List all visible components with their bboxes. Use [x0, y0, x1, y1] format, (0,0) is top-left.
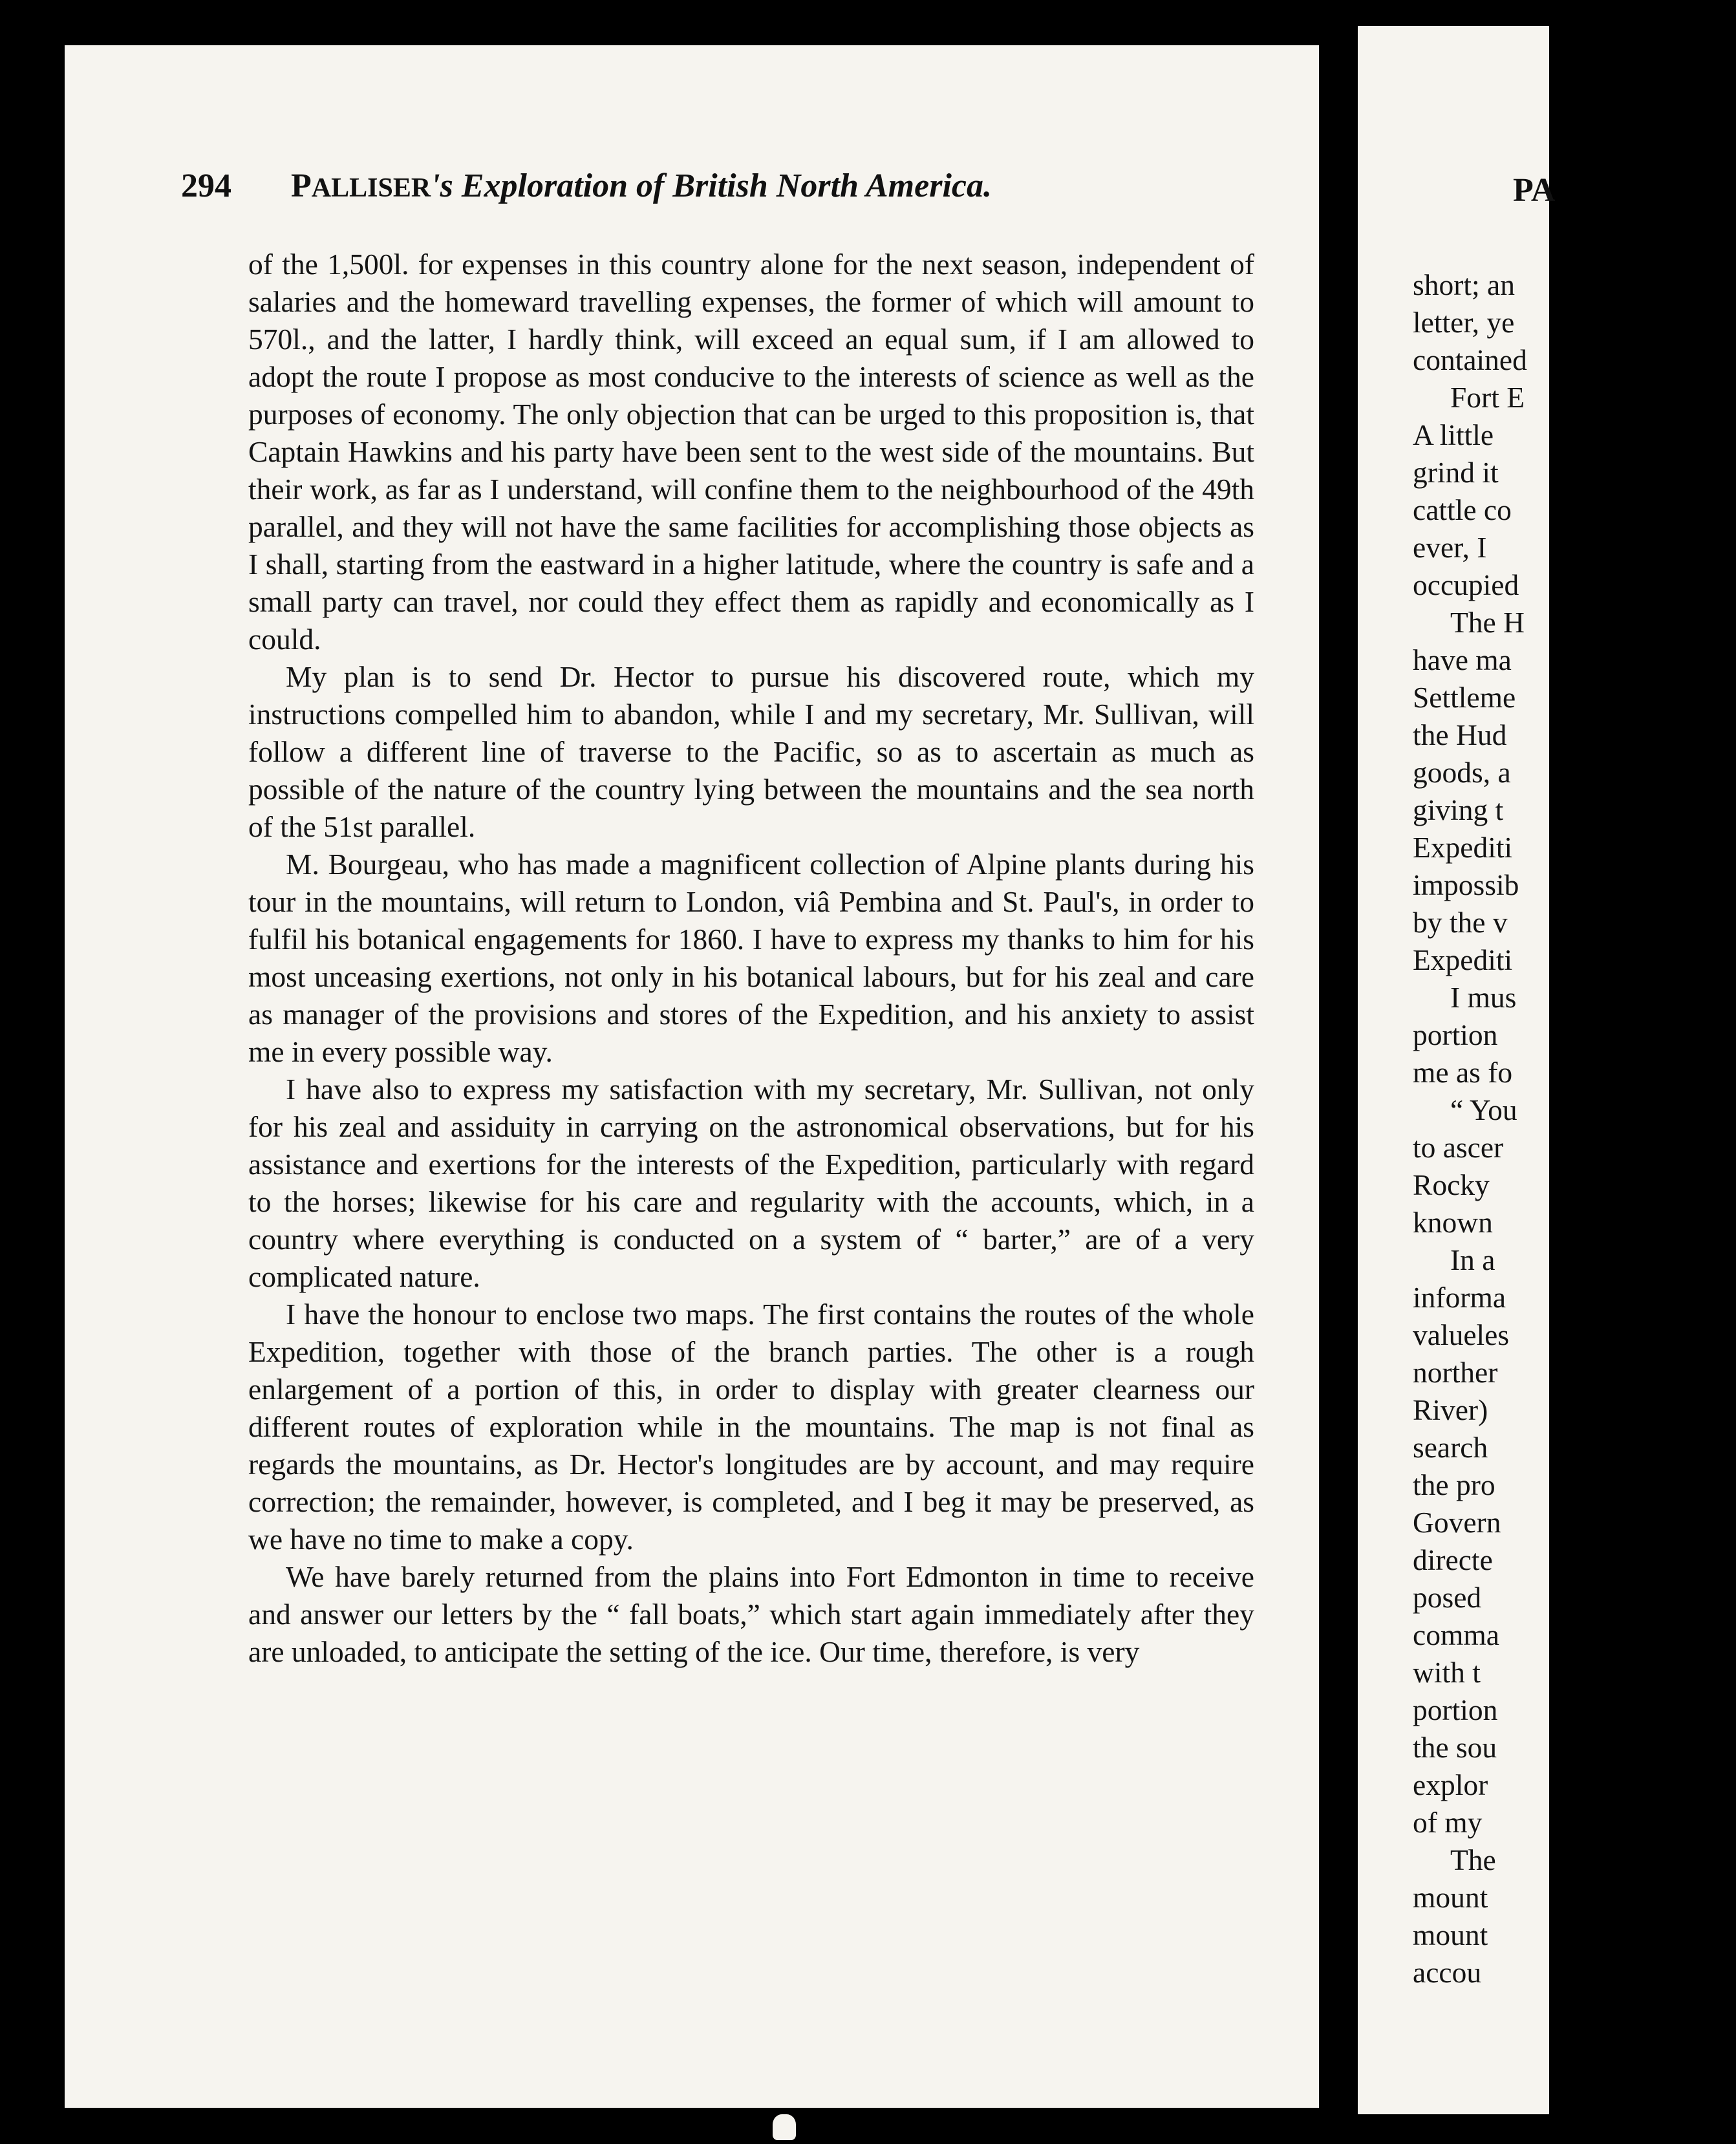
right-page-line: comma — [1413, 1618, 1499, 1651]
right-page-line: Expediti — [1413, 831, 1513, 864]
right-page-line: cattle co — [1413, 493, 1512, 526]
body-text — [248, 246, 1254, 1671]
right-page-line: known — [1413, 1206, 1493, 1239]
paragraph: I have the honour to enclose two maps. The first contains the routes of the whole Expedition, together with those of the branch parties. The other is a rough enlargement of a portion of this, in order to display with greater clearness our different routes of exploration while in the mountains. The map is not final as regards the mountains, as Dr. Hector's longitudes are by account, and may require correction; the remainder, however, is completed, and I beg it may be preserved, as we have no time to make a copy. — [248, 1298, 1254, 1556]
right-page-line: accou — [1413, 1956, 1482, 1989]
right-page-line: have ma — [1413, 643, 1512, 676]
right-page-line: contained — [1413, 343, 1527, 376]
right-page-line: posed — [1413, 1581, 1482, 1614]
paragraph: of the 1,500l. for expenses in this country alone for the next season, independent of salaries and the homeward travelling expenses, the former of which will amount to 570l., and the latter, I hardly think, will exceed an equal sum, if I am allowed to adopt the route I propose as most conducive to the interests of science as well as the purposes of economy. The only objection that can be urged to this proposition is, that Captain Hawkins and his party have been sent to the west side of the mountains. But their work, as far as I understand, will confine them to the neighbourhood of the 49th parallel, and they will not have the same facilities for accomplishing those objects as I shall, starting from the eastward in a higher latitude, where the country is safe and a small party can travel, nor could they effect them as rapidly and economically as I could. — [248, 248, 1254, 656]
right-page-line: portion — [1413, 1693, 1498, 1726]
right-page-line: River) — [1413, 1393, 1488, 1426]
right-page-text — [1413, 266, 1736, 1991]
author-possessive: 's — [431, 167, 453, 204]
right-page-line: impossib — [1413, 868, 1519, 901]
page-header — [181, 167, 1164, 219]
right-page-line: occupied — [1413, 568, 1519, 601]
right-page-line: the sou — [1413, 1731, 1497, 1764]
right-page-line: letter, ye — [1413, 306, 1515, 339]
right-page-line: informa — [1413, 1281, 1506, 1314]
right-page-line: valueles — [1413, 1318, 1510, 1351]
paragraph: We have barely returned from the plains into Fort Edmonton in time to receive and answer our letters by the “ fall boats,” which start again immediately after they are unloaded, to anticipate the setting of the ice. Our time, therefore, is very — [248, 1560, 1254, 1668]
right-page-line: Rocky — [1413, 1168, 1490, 1201]
binding-mark — [773, 2114, 796, 2140]
right-page-header: PA — [1513, 172, 1556, 209]
right-page-line: the pro — [1413, 1468, 1495, 1501]
right-page-line: Expediti — [1413, 943, 1513, 976]
right-page-line: “ You — [1450, 1093, 1517, 1126]
right-page-line: goods, a — [1413, 756, 1511, 789]
running-title — [291, 167, 992, 205]
right-page-line: mount — [1413, 1881, 1488, 1914]
right-page-line: explor — [1413, 1768, 1488, 1801]
right-page-line: Fort E — [1450, 381, 1525, 414]
right-page-line: mount — [1413, 1918, 1488, 1951]
right-page-line: the Hud — [1413, 718, 1507, 751]
right-page-line: The H — [1450, 606, 1525, 639]
right-page — [1358, 26, 1556, 2114]
right-page-line: In a — [1450, 1243, 1495, 1276]
paragraph: My plan is to send Dr. Hector to pursue his discovered route, which my instructions compelled him to abandon, while I and my secretary, Mr. Sullivan, will follow a different line of traverse to the Pacific, so as to ascertain as much as possible of the nature of the country lying between the mountains and the sea north of the 51st parallel. — [248, 660, 1254, 843]
right-page-line: directe — [1413, 1543, 1493, 1576]
page-number: 294 — [181, 167, 231, 204]
paragraph: M. Bourgeau, who has made a magnificent collection of Alpine plants during his tour in the mountains, will return to London, viâ Pembina and St. Paul's, in order to fulfil his botanical engagements for 1860. I have to express my thanks to him for his most unceasing exertions, not only in his botanical labours, but for his zeal and care as manager of the provisions and stores of the Expedition, and his anxiety to assist me in every possible way. — [248, 848, 1254, 1068]
right-page-line: short; an — [1413, 268, 1515, 301]
right-page-line: A little — [1413, 418, 1494, 451]
right-page-line: portion — [1413, 1018, 1498, 1051]
paragraph: I have also to express my satisfaction with my secretary, Mr. Sullivan, not only for his zeal and assiduity in carrying on the astronomical observations, but for his assistance and exertions for the interests of the Expedition, particularly with regard to the horses; likewise for his care and regularity with the accounts, which, in a country where everything is conducted on a system of “ barter,” are of a very complicated nature. — [248, 1073, 1254, 1293]
right-page-line: norther — [1413, 1356, 1498, 1389]
book-title: Exploration of British North America. — [461, 167, 992, 204]
author-initial: P — [291, 167, 312, 204]
right-page-line: Govern — [1413, 1506, 1501, 1539]
right-page-line: grind it — [1413, 456, 1499, 489]
right-page-line: me as fo — [1413, 1056, 1513, 1089]
right-page-line: with t — [1413, 1656, 1481, 1689]
right-page-line: I mus — [1450, 981, 1517, 1014]
author-name: ALLISER — [311, 173, 431, 203]
right-page-line: search — [1413, 1431, 1488, 1464]
right-page-line: ever, I — [1413, 531, 1487, 564]
right-page-line: of my — [1413, 1806, 1483, 1839]
right-page-line: to ascer — [1413, 1131, 1504, 1164]
right-page-line: Settleme — [1413, 681, 1516, 714]
right-page-line: The — [1450, 1843, 1496, 1876]
right-page-line: by the v — [1413, 906, 1508, 939]
right-page-line: giving t — [1413, 793, 1504, 826]
